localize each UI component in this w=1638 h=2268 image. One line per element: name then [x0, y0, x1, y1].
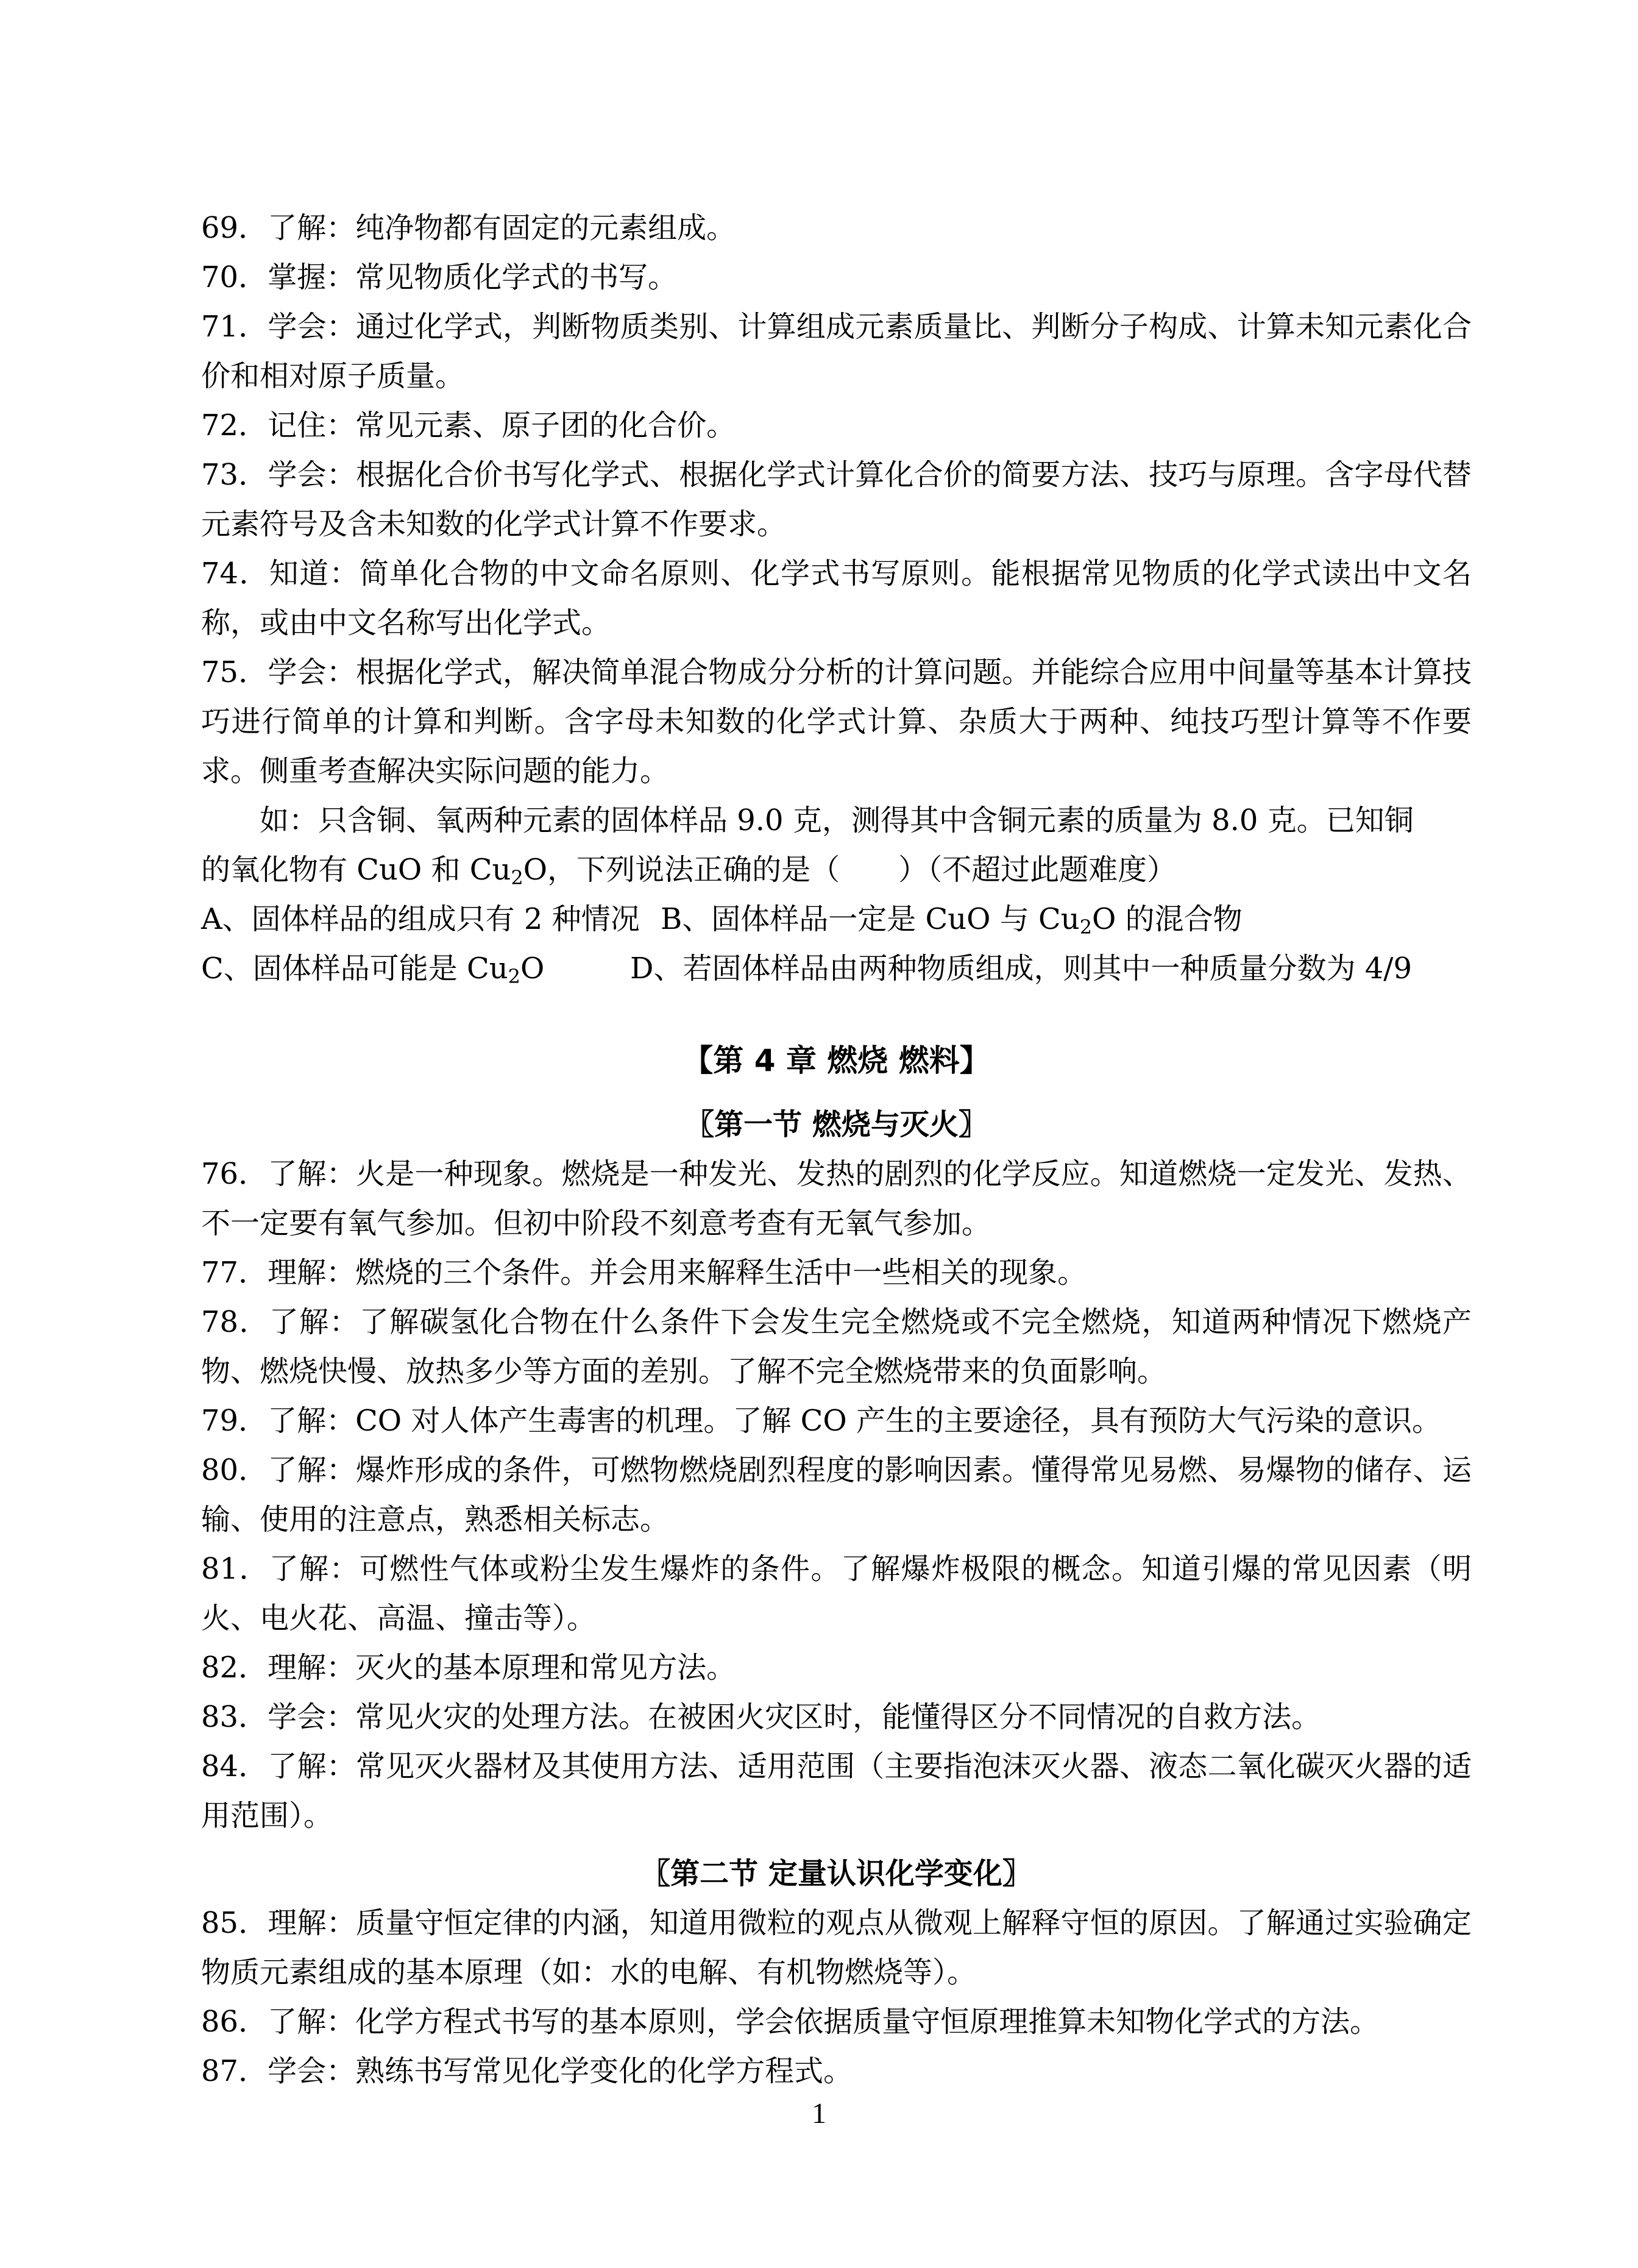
item-71: 71．学会：通过化学式，判断物质类别、计算组成元素质量比、判断分子构成、计算未知元素化合价和相对原子质量。: [201, 310, 1472, 393]
option-a: A、固体样品的组成只有 2 种情况: [201, 902, 640, 936]
item-85: 85．理解：质量守恒定律的内涵，知道用微粒的观点从微观上解释守恒的原因。了解通过实验确定物质元素组成的基本原理（如：水的电解、有机物燃烧等）。: [201, 1906, 1472, 1989]
item-75: 75．学会：根据化学式，解决简单混合物成分分析的计算问题。并能综合应用中间量等基本计算技巧进行简单的计算和判断。含字母未知数的化学式计算、杂质大于两种、纯技巧型计算等不作要求。侧重考查解决实际问题的能力。: [201, 655, 1472, 788]
item-77: 77．理解：燃烧的三个条件。并会用来解释生活中一些相关的现象。: [201, 1256, 1087, 1290]
page-body: [201, 204, 1472, 2096]
option-c: [201, 944, 630, 994]
page-number: 1: [812, 2097, 826, 2130]
item-86: 86．了解：化学方程式书写的基本原则，学会依据质量守恒原理推算未知物化学式的方法。: [201, 2005, 1380, 2039]
option-c-pre: C、固体样品可能是 Cu: [201, 951, 508, 986]
item-76: 76．了解：火是一种现象。燃烧是一种发光、发热的剧烈的化学反应。知道燃烧一定发光、发热、不一定要有氧气参加。但初中阶段不刻意考查有无氧气参加。: [201, 1157, 1472, 1240]
options-row-ab: [201, 895, 1472, 944]
example-line-2-sub: 2: [511, 866, 523, 889]
option-b: [661, 895, 1243, 944]
item-74: 74．知道：简单化合物的中文命名原则、化学式书写原则。能根据常见物质的化学式读出中文名称，或由中文名称写出化学式。: [201, 556, 1472, 640]
item-69: 69．了解：纯净物都有固定的元素组成。: [201, 211, 736, 245]
item-73: 73．学会：根据化合价书写化学式、根据化学式计算化合价的简要方法、技巧与原理。含字母代替元素符号及含未知数的化学式计算不作要求。: [201, 458, 1472, 541]
example-question: [201, 796, 1472, 994]
item-81: 81．了解：可燃性气体或粉尘发生爆炸的条件。了解爆炸极限的概念。知道引爆的常见因素（明火、电火花、高温、撞击等）。: [201, 1552, 1472, 1635]
item-79: 79．了解：CO 对人体产生毒害的机理。了解 CO 产生的主要途径，具有预防大气污染的意识。: [201, 1404, 1442, 1438]
option-b-pre: B、固体样品一定是 CuO 与 Cu: [661, 902, 1080, 936]
item-70: 70．掌握：常见物质化学式的书写。: [201, 260, 678, 294]
option-d: D、若固体样品由两种物质组成，则其中一种质量分数为 4/9: [630, 951, 1412, 986]
item-80: 80．了解：爆炸形成的条件，可燃物燃烧剧烈程度的影响因素。懂得常见易燃、易爆物的储存、运输、使用的注意点，熟悉相关标志。: [201, 1453, 1472, 1537]
item-87: 87．学会：熟练书写常见化学变化的化学方程式。: [201, 2054, 853, 2088]
item-82: 82．理解：灭火的基本原理和常见方法。: [201, 1651, 736, 1685]
section-1-title: 〖第一节 燃烧与灭火〗: [685, 1107, 988, 1142]
example-line-2: [201, 845, 1472, 895]
example-line-1: 如：只含铜、氧两种元素的固体样品 9.0 克，测得其中含铜元素的质量为 8.0 克。已知铜: [260, 803, 1414, 837]
item-83: 83．学会：常见火灾的处理方法。在被困火灾区时，能懂得区分不同情况的自救方法。: [201, 1700, 1321, 1734]
chapter-title: 【第 4 章 燃烧 燃料】: [682, 1043, 990, 1078]
item-72: 72．记住：常见元素、原子团的化合价。: [201, 408, 736, 443]
item-84: 84．了解：常见灭火器材及其使用方法、适用范围（主要指泡沫灭火器、液态二氧化碳灭火器的适用范围）。: [201, 1749, 1472, 1833]
item-78: 78．了解：了解碳氢化合物在什么条件下会发生完全燃烧或不完全燃烧，知道两种情况下燃烧产物、燃烧快慢、放热多少等方面的差别。了解不完全燃烧带来的负面影响。: [201, 1305, 1472, 1388]
section-2-title: 〖第二节 定量认识化学变化〗: [641, 1857, 1032, 1891]
option-b-post: O 的混合物: [1092, 902, 1243, 936]
option-c-post: O: [520, 951, 545, 986]
example-line-2-pre: 的氧化物有 CuO 和 Cu: [201, 853, 511, 887]
example-line-2-post: O，下列说法正确的是（ ）（不超过此题难度）: [523, 853, 1177, 887]
options-row-cd: [201, 944, 1472, 994]
option-c-sub: 2: [508, 965, 520, 988]
option-b-sub: 2: [1079, 915, 1093, 939]
